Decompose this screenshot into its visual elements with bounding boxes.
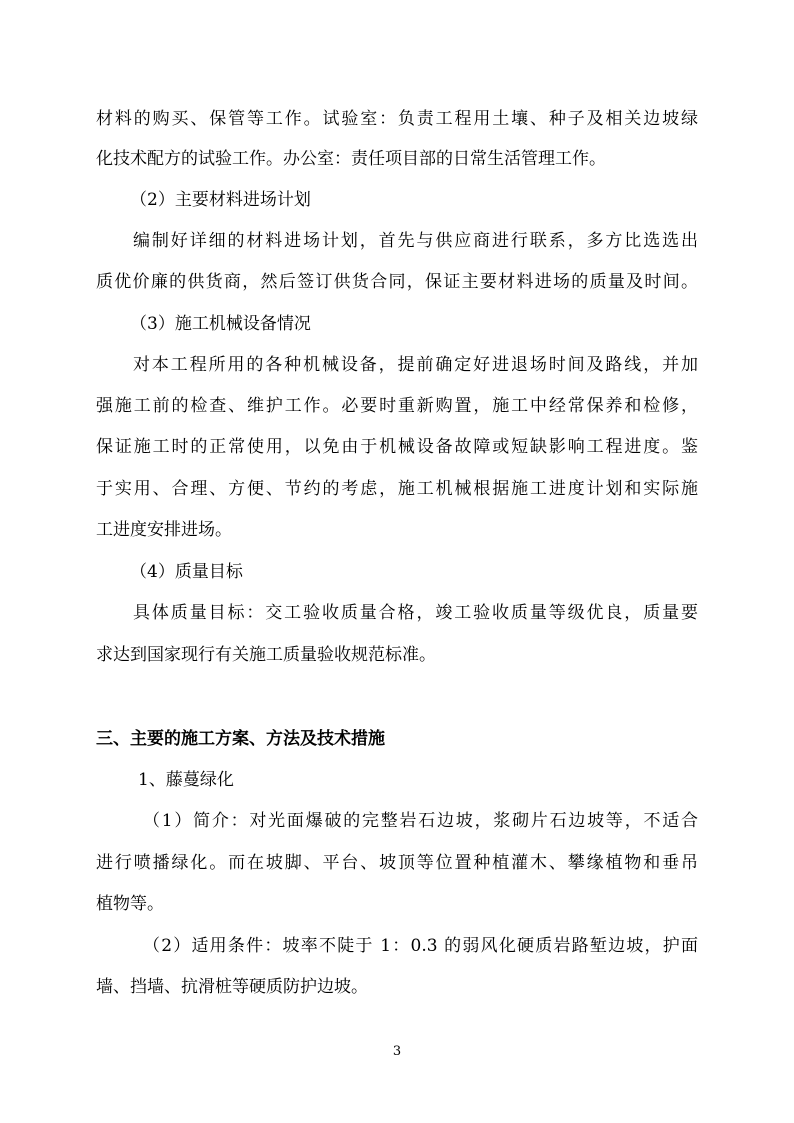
- paragraph-line: 具体质量目标：交工验收质量合格，竣工验收质量等级优良，质量要: [133, 603, 698, 623]
- paragraph-line: 化技术配方的试验工作。办公室：责任项目部的日常生活管理工作。: [96, 149, 606, 169]
- paragraph-line: 对本工程所用的各种机械设备，提前确定好进退场时间及路线，并加: [133, 355, 698, 375]
- paragraph-line: 强施工前的检查、维护工作。必要时重新购置，施工中经常保养和检修，: [96, 396, 698, 416]
- subsection-heading: 1、藤蔓绿化: [138, 770, 234, 790]
- section-heading: （2）主要材料进场计划: [130, 190, 311, 210]
- page-number: 3: [392, 1044, 402, 1059]
- paragraph-line: 进行喷播绿化。而在坡脚、平台、坡顶等位置种植灌木、攀缘植物和垂吊: [96, 853, 698, 873]
- section-heading: （4）质量目标: [130, 562, 243, 582]
- paragraph-line: 材料的购买、保管等工作。试验室：负责工程用土壤、种子及相关边坡绿: [96, 109, 698, 129]
- paragraph-line: 质优价廉的供货商，然后签订供货合同，保证主要材料进场的质量及时间。: [96, 272, 698, 292]
- paragraph-line: 植物等。: [96, 894, 164, 914]
- paragraph-line: 于实用、合理、方便、节约的考虑，施工机械根据施工进度计划和实际施: [96, 479, 698, 499]
- paragraph-line: 墙、挡墙、抗滑桩等硬质防护边坡。: [96, 977, 368, 997]
- paragraph-line: （1）简介：对光面爆破的完整岩石边坡，浆砌片石边坡等，不适合: [143, 811, 698, 831]
- chapter-heading: 三、主要的施工方案、方法及技术措施: [96, 729, 385, 749]
- paragraph-line: 编制好详细的材料进场计划，首先与供应商进行联系，多方比选选出: [133, 231, 698, 251]
- paragraph-line: 保证施工时的正常使用，以免由于机械设备故障或短缺影响工程进度。鉴: [96, 437, 698, 457]
- section-heading: （3）施工机械设备情况: [130, 314, 311, 334]
- paragraph-line: （2）适用条件：坡率不陡于 1：0.3 的弱风化硬质岩路堑边坡，护面: [143, 936, 698, 956]
- paragraph-line: 求达到国家现行有关施工质量验收规范标准。: [96, 645, 436, 665]
- paragraph-line: 工进度安排进场。: [96, 520, 232, 540]
